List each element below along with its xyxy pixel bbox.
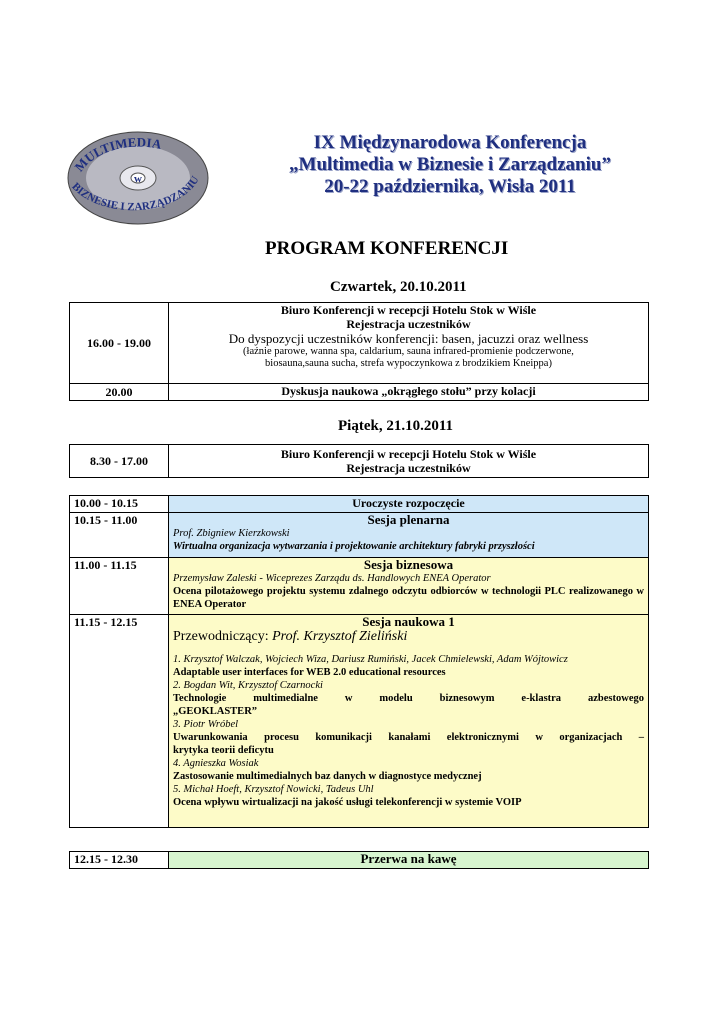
table-row (70, 496, 649, 513)
logo-bottom-text: BIZNESIE I ZARZĄDZANIU (69, 174, 202, 214)
time-cell: 10.00 - 10.15 (70, 496, 169, 513)
friday-office-table (69, 444, 649, 478)
logo-top-text: MULTIMEDIA (71, 134, 163, 175)
table-row (70, 513, 649, 558)
paper-authors: 4. Agnieszka Wosiak (173, 758, 259, 769)
break-table (69, 851, 649, 869)
table-row (70, 852, 649, 869)
table-row (70, 558, 649, 615)
paper-authors: 3. Piotr Wróbel (173, 719, 239, 730)
paper-title: Zastosowanie multimedialnych baz danych w diagnostyce medycznej (173, 771, 482, 782)
session-title: Sesja biznesowa (363, 557, 454, 572)
talk-title: Ocena pilotażowego projektu systemu zdalnego odczytu odbiorców w technologii PLC realizowanego w ENEA Operator (173, 586, 644, 610)
paper-title: Ocena wpływu wirtualizacji na jakość usługi telekonferencji w systemie VOIP (173, 797, 522, 808)
time-cell: 12.15 - 12.30 (70, 852, 169, 869)
session-title: Sesja naukowa 1 (362, 614, 455, 629)
session-chair (173, 629, 644, 645)
session-title: Uroczyste rozpoczęcie (169, 496, 649, 513)
paper-title: Technologie multimedialne w modelu biznesowym e-klastra azbestowego (173, 693, 644, 704)
paper-title: Adaptable user interfaces for WEB 2.0 educational resources (173, 667, 446, 678)
thursday-table (69, 302, 649, 401)
time-cell: 20.00 (70, 384, 169, 401)
time-cell: 8.30 - 17.00 (70, 445, 169, 478)
paper-authors: 2. Bogdan Wit, Krzysztof Czarnocki (173, 680, 323, 691)
paper-authors: 1. Krzysztof Walczak, Wojciech Wiza, Dariusz Rumiński, Jacek Chmielewski, Adam Wójtowicz (173, 654, 568, 665)
session-title: Przerwa na kawę (169, 852, 649, 869)
paper-title: Uwarunkowania procesu komunikacji kanałami elektronicznymi w organizacjach – (173, 732, 644, 743)
office-line: Biuro Konferencji w recepcji Hotelu Stok w Wiśle (280, 303, 537, 317)
chair-name: Prof. Krzysztof Zieliński (272, 629, 408, 644)
title-line-3: 20-22 października, Wisła 2011 (324, 176, 576, 197)
table-row (70, 384, 649, 401)
office-line: Biuro Konferencji w recepcji Hotelu Stok w Wiśle (280, 447, 537, 461)
friday-sessions-table (69, 495, 649, 828)
paper-title-cont: „GEOKLASTER” (173, 706, 258, 717)
amenities-detail-1: (łaźnie parowe, wanna spa, caldarium, sauna infrared-promienie podczerwone, (243, 346, 574, 357)
amenities-line: Do dyspozycji uczestników konferencji: basen, jacuzzi oraz wellness (228, 331, 589, 346)
table-row (70, 303, 649, 384)
table-row (70, 445, 649, 478)
table-row (70, 615, 649, 828)
paper-authors: 5. Michał Hoeft, Krzysztof Nowicki, Tadeus Uhl (173, 784, 374, 795)
title-line-2: „Multimedia w Biznesie i Zarządzaniu” (289, 154, 611, 175)
logo-center-text: w (134, 173, 142, 185)
talk-title: Wirtualna organizacja wytwarzania i projektowanie architektury fabryki przyszłości (173, 541, 535, 552)
time-cell: 11.15 - 12.15 (70, 615, 169, 828)
registration-line: Rejestracja uczestników (346, 461, 471, 475)
thursday-date: Czwartek, 20.10.2011 (330, 279, 467, 295)
amenities-detail-2: biosauna,sauna sucha, strefa wypoczynkowa z brodzikiem Kneippa) (265, 358, 552, 369)
chair-label: Przewodniczący: (173, 629, 269, 644)
conference-logo (56, 122, 216, 232)
time-cell: 16.00 - 19.00 (70, 303, 169, 384)
time-cell: 11.00 - 11.15 (70, 558, 169, 615)
program-title: PROGRAM KONFERENCJI (265, 238, 509, 259)
conference-title (250, 132, 650, 198)
registration-line: Rejestracja uczestników (346, 317, 471, 331)
speaker-name: Prof. Zbigniew Kierzkowski (173, 528, 290, 539)
session-title: Sesja plenarna (367, 512, 450, 527)
discussion-cell: Dyskusja naukowa „okrągłego stołu” przy kolacji (169, 384, 649, 401)
friday-date: Piątek, 21.10.2011 (338, 418, 453, 434)
title-line-1: IX Międzynarodowa Konferencja (313, 132, 587, 153)
time-cell: 10.15 - 11.00 (70, 513, 169, 558)
paper-title-cont: krytyka teorii deficytu (173, 745, 274, 756)
speaker-name: Przemysław Zaleski - Wiceprezes Zarządu ds. Handlowych ENEA Operator (173, 573, 491, 584)
